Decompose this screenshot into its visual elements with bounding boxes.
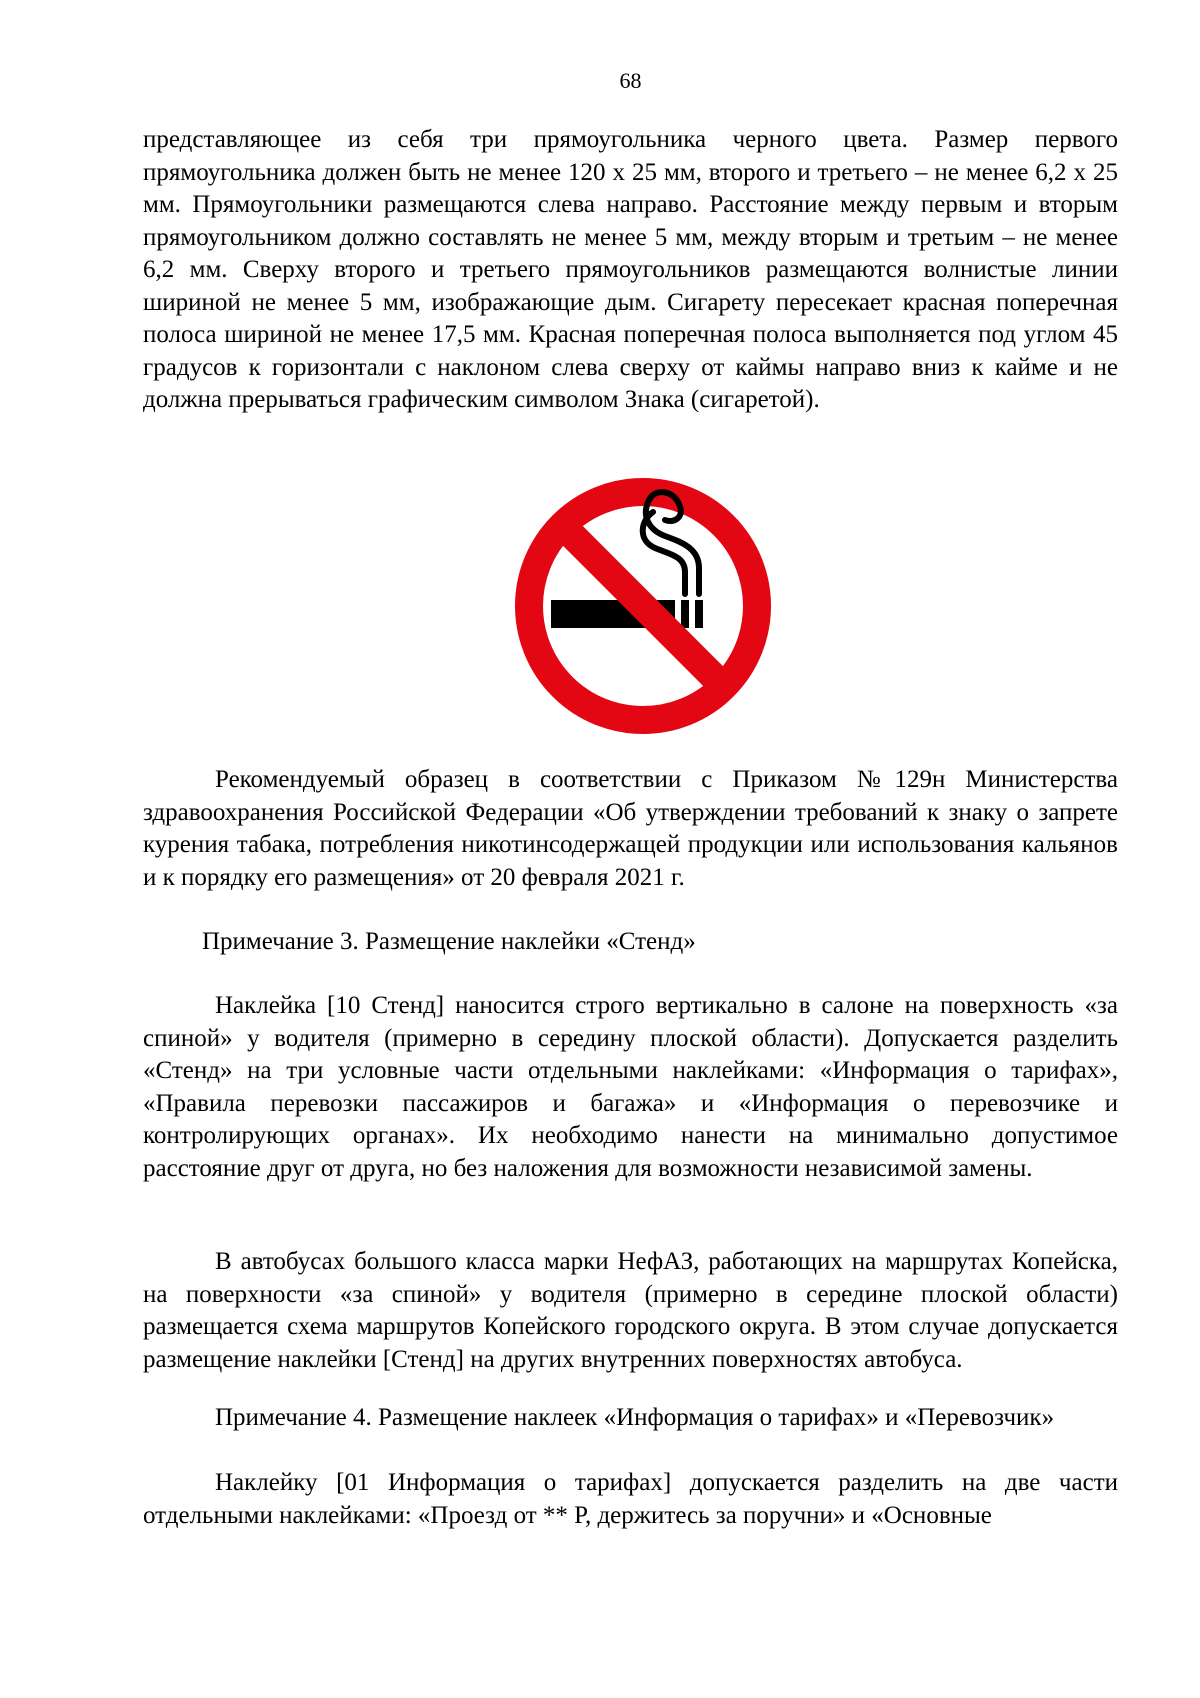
note-3-heading: Примечание 3. Размещение наклейки «Стенд»	[202, 928, 696, 955]
paragraph-tariff-sticker: Наклейку [01 Информация о тарифах] допускается разделить на две части отдельными наклейками: «Проезд от ** Р, держитесь за поручни» и «Основные	[143, 1469, 1118, 1529]
paragraph-block-3	[143, 990, 1118, 1185]
document-page	[143, 0, 1118, 1698]
note-4-heading: Примечание 4. Размещение наклеек «Информация о тарифах» и «Перевозчик»	[215, 1404, 1055, 1431]
paragraph-nefaz-buses: В автобусах большого класса марки НефАЗ, работающих на маршрутах Копейска, на поверхности «за спиной» у водителя (примерно в середине плоской области) размещается схема маршрутов Копейского городского округа. В этом случае допускается размещение наклейки [Стенд] на других внутренних поверхностях автобуса.	[143, 1248, 1118, 1373]
page-number: 68	[619, 68, 642, 93]
paragraph-recommended-sample: Рекомендуемый образец в соответствии с Приказом №129н Министерства здравоохранения Российской Федерации «Об утверждении требований к знаку о запрете курения табака, потребления никотинсодержащей продукции или использования кальянов и к порядку его размещения» от 20 февраля 2021 г.	[143, 766, 1118, 891]
cigarette-filter-1	[681, 600, 689, 628]
paragraph-sign-description: представляющее из себя три прямоугольника черного цвета. Размер первого прямоугольника должен быть не менее 120 x 25 мм, второго и третьего – не менее 6,2 x 25 мм. Прямоугольники размещаются слева направо. Расстояние между первым и вторым прямоугольником должно составлять не менее 5 мм, между вторым и третьим – не менее 6,2 мм. Сверху второго и третьего прямоугольников размещаются волнистые линии шириной не менее 5 мм, изображающие дым. Сигарету пересекает красная поперечная полоса шириной не менее 17,5 мм. Красная поперечная полоса выполняется под углом 45 градусов к горизонтали с наклоном слева сверху от каймы направо вниз к кайме и не должна прерываться графическим символом Знака (сигаретой).	[143, 126, 1118, 413]
no-smoking-sign-icon	[513, 476, 773, 736]
paragraph-block-6	[143, 1467, 1118, 1532]
cigarette-filter-2	[695, 600, 703, 628]
paragraph-stand-sticker: Наклейка [10 Стенд] наносится строго вертикально в салоне на поверхность «за спиной» у водителя (примерно в середину плоской области). Допускается разделить «Стенд» на три условные части отдельными наклейками: «Информация о тарифах», «Правила перевозки пассажиров и багажа» и «Информация о перевозчике и контролирующих органах». Их необходимо нанести на минимально допустимое расстояние друг от друга, но без наложения для возможности независимой замены.	[143, 992, 1118, 1182]
paragraph-block-4	[143, 1246, 1118, 1376]
paragraph-block-2	[143, 764, 1118, 894]
paragraph-block-1	[143, 124, 1118, 417]
paragraph-block-5	[143, 1402, 1118, 1435]
no-smoking-sign	[513, 476, 773, 736]
